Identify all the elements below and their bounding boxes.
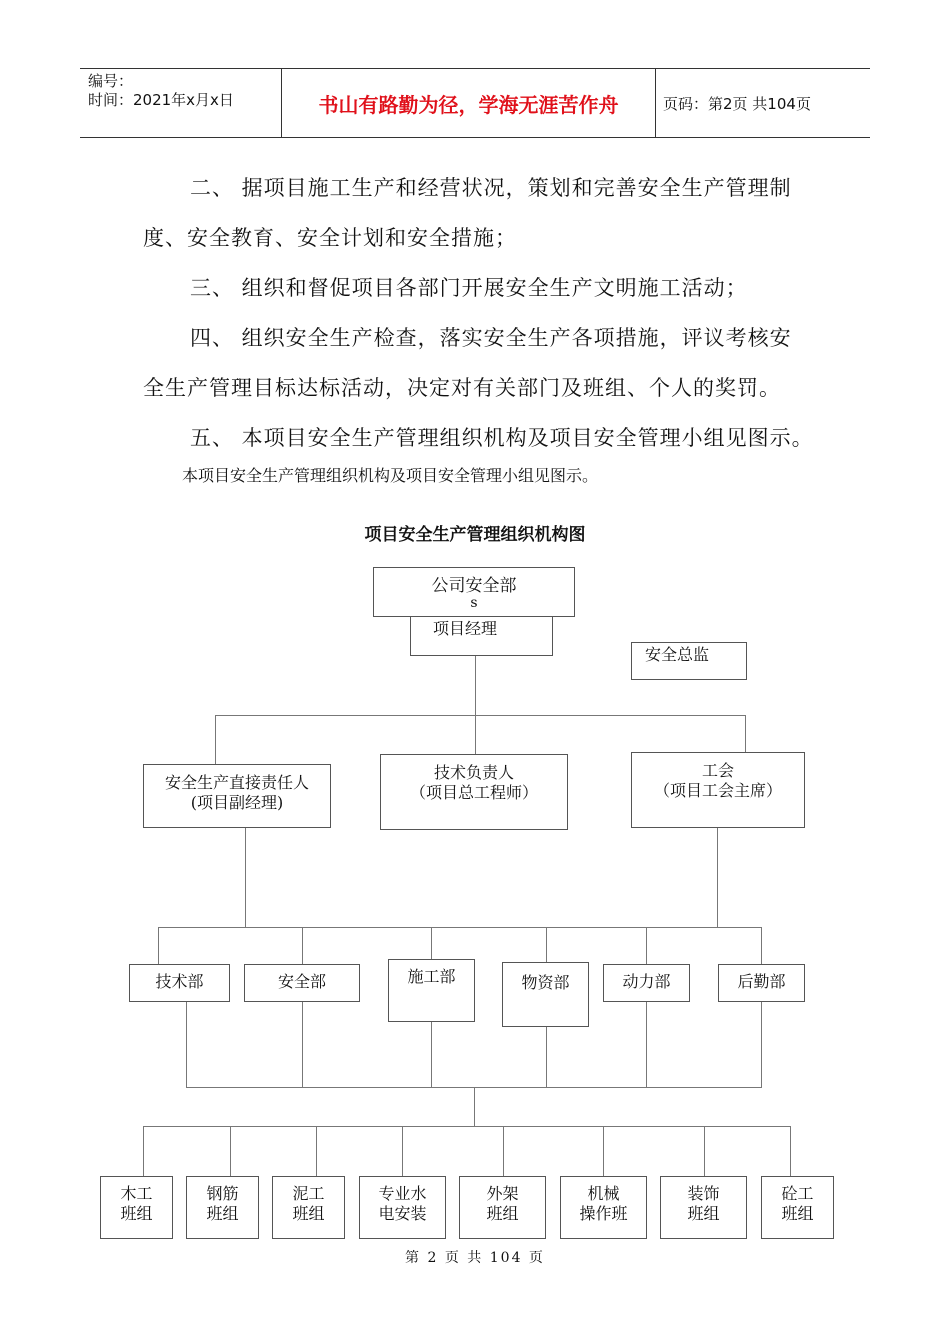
team-box [459, 1176, 546, 1239]
department-box [244, 964, 360, 1002]
connector-line [431, 1021, 432, 1088]
team-line2: 班组 [781, 1204, 814, 1223]
team-line2: 电安装 [378, 1204, 427, 1223]
header-left-cell [80, 69, 280, 137]
team-box [272, 1176, 345, 1239]
level2-line1: 工会 [701, 761, 734, 780]
connector-line [143, 1126, 144, 1176]
team-line2: 班组 [486, 1204, 519, 1223]
department-box [388, 959, 475, 1022]
project-manager-box [410, 616, 553, 656]
company-safety-box [373, 567, 575, 617]
connector-line [546, 1026, 547, 1088]
connector-line [230, 1126, 231, 1176]
company-safety-overflow: s [470, 595, 478, 611]
connector-line [143, 1126, 790, 1127]
team-box [761, 1176, 834, 1239]
paragraph-5: 五、 本项目安全生产管理组织机构及项目安全管理小组见图示。 [190, 426, 814, 450]
connector-line [503, 1126, 504, 1176]
team-box [560, 1176, 647, 1239]
connector-line [717, 828, 718, 928]
connector-line [302, 1001, 303, 1088]
team-line2: 班组 [687, 1204, 720, 1223]
connector-line [745, 715, 746, 753]
level2-line2: (项目副经理) [190, 793, 284, 812]
team-line2: 操作班 [579, 1204, 628, 1223]
level2-line2: （项目工会主席） [653, 781, 782, 800]
project-manager-label: 项目经理 [433, 619, 498, 638]
department-label: 物资部 [521, 973, 570, 992]
team-box [186, 1176, 259, 1239]
connector-line [790, 1126, 791, 1176]
connector-line [704, 1126, 705, 1176]
connector-line [761, 927, 762, 965]
department-box [129, 964, 230, 1002]
safety-director-box [631, 642, 747, 680]
connector-line [215, 715, 216, 765]
department-label: 技术部 [155, 972, 204, 991]
team-box [359, 1176, 446, 1239]
connector-line [475, 715, 476, 755]
connector-line [245, 828, 246, 928]
level2-line2: （项目总工程师） [409, 783, 538, 802]
team-line1: 机械 [587, 1184, 620, 1203]
team-box [660, 1176, 747, 1239]
connector-line [603, 1126, 604, 1176]
connector-line [302, 927, 303, 965]
department-label: 后勤部 [737, 972, 786, 991]
level2-line1: 技术负责人 [433, 763, 514, 782]
connector-line [761, 1001, 762, 1088]
department-label: 施工部 [407, 967, 456, 986]
connector-line [646, 1001, 647, 1088]
connector-line [215, 715, 745, 716]
level2-box-deputy [143, 764, 331, 828]
connector-line [402, 1126, 403, 1176]
level2-box-tech-lead [380, 754, 568, 830]
safety-director-label: 安全总监 [645, 645, 710, 664]
team-line1: 木工 [120, 1184, 153, 1203]
header-motto: 书山有路勤为径，学海无涯苦作舟 [281, 69, 656, 137]
department-label: 安全部 [277, 972, 326, 991]
department-box [718, 964, 805, 1002]
team-line1: 外架 [486, 1184, 519, 1203]
time-label: 时间：2021年x月x日 [88, 91, 234, 109]
team-line1: 专业水 [378, 1184, 427, 1203]
paragraph-4-line2: 全生产管理目标达标活动，决定对有关部门及班组、个人的奖罚。 [143, 376, 781, 400]
connector-line [546, 927, 547, 963]
connector-line [475, 656, 476, 716]
department-box [603, 964, 690, 1002]
paragraph-2-line2: 度、安全教育、安全计划和安全措施； [143, 226, 517, 250]
chart-note: 本项目安全生产管理组织机构及项目安全管理小组见图示。 [182, 466, 599, 485]
paragraph-2-line1: 二、 据项目施工生产和经营状况，策划和完善安全生产管理制 [190, 176, 792, 200]
connector-line [316, 1126, 317, 1176]
header-table [80, 68, 870, 138]
team-line1: 泥工 [292, 1184, 325, 1203]
team-line2: 班组 [120, 1204, 153, 1223]
team-line1: 钢筋 [206, 1184, 239, 1203]
number-label: 编号： [88, 72, 134, 90]
team-line2: 班组 [292, 1204, 325, 1223]
connector-line [646, 927, 647, 965]
department-box [502, 962, 589, 1027]
team-line2: 班组 [206, 1204, 239, 1223]
department-label: 动力部 [622, 972, 671, 991]
level2-box-union [631, 752, 805, 828]
connector-line [474, 1087, 475, 1127]
team-box [100, 1176, 173, 1239]
company-safety-label: 公司安全部 [431, 576, 517, 596]
connector-line [431, 927, 432, 960]
paragraph-4-line1: 四、 组织安全生产检查，落实安全生产各项措施，评议考核安 [190, 326, 792, 350]
paragraph-3: 三、 组织和督促项目各部门开展安全生产文明施工活动； [190, 276, 748, 300]
level2-line1: 安全生产直接责任人 [164, 773, 309, 792]
header-page-info: 页码：第2页 共104页 [663, 94, 811, 113]
connector-line [158, 927, 159, 965]
connector-line [186, 1001, 187, 1088]
team-line1: 装饰 [687, 1184, 720, 1203]
connector-line [158, 927, 761, 928]
chart-title: 项目安全生产管理组织机构图 [364, 525, 586, 545]
team-line1: 砼工 [781, 1184, 814, 1203]
page-footer: 第 2 页 共 104 页 [405, 1250, 545, 1266]
